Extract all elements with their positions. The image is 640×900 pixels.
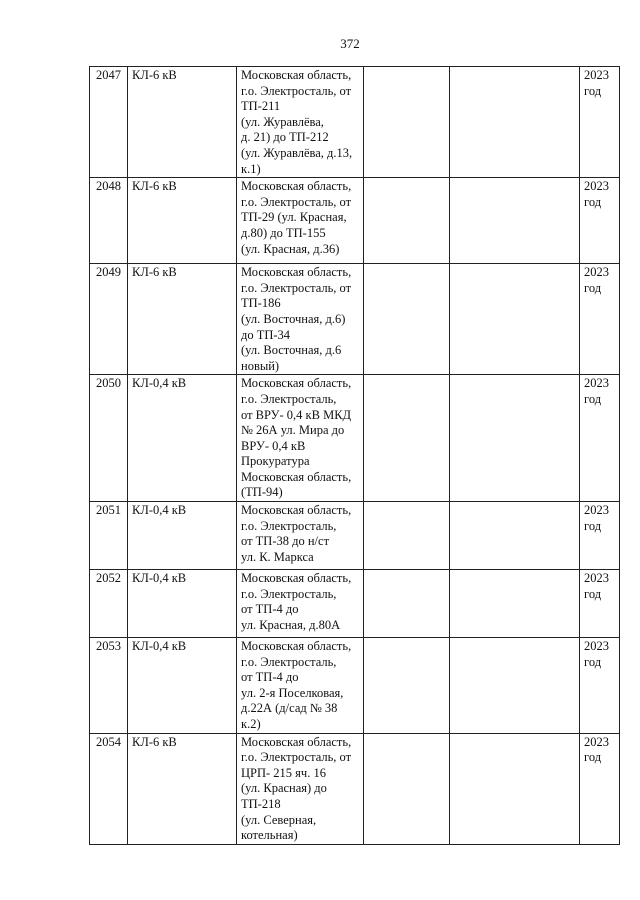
table-row — [90, 638, 620, 734]
table-row — [90, 67, 620, 178]
table-row — [90, 264, 620, 375]
row-number: 2050 — [90, 375, 128, 502]
row-number: 2049 — [90, 264, 128, 375]
empty-cell — [450, 178, 580, 264]
empty-cell — [364, 570, 450, 638]
empty-cell — [450, 502, 580, 570]
year-cell: 2023 год — [580, 67, 620, 178]
line-type: КЛ-6 кВ — [128, 733, 237, 844]
line-type: КЛ-0,4 кВ — [128, 502, 237, 570]
empty-cell — [450, 638, 580, 734]
line-location: Московская область, г.о. Электросталь, от ЦРП- 215 яч. 16 (ул. Красная) до ТП-218 (ул. Северная, котельная) — [237, 733, 364, 844]
empty-cell — [364, 733, 450, 844]
year-cell: 2023 год — [580, 638, 620, 734]
empty-cell — [450, 375, 580, 502]
row-number: 2052 — [90, 570, 128, 638]
year-cell: 2023 год — [580, 502, 620, 570]
empty-cell — [364, 264, 450, 375]
year-cell: 2023 год — [580, 733, 620, 844]
year-cell: 2023 год — [580, 178, 620, 264]
year-cell: 2023 год — [580, 375, 620, 502]
registry-table — [89, 66, 620, 845]
line-type: КЛ-6 кВ — [128, 264, 237, 375]
line-location: Московская область, г.о. Электросталь, от ТП-4 до ул. Красная, д.80А — [237, 570, 364, 638]
table-row — [90, 733, 620, 844]
year-cell: 2023 год — [580, 264, 620, 375]
line-location: Московская область, г.о. Электросталь, от ТП-38 до н/ст ул. К. Маркса — [237, 502, 364, 570]
empty-cell — [364, 502, 450, 570]
line-location: Московская область, г.о. Электросталь, от ТП-4 до ул. 2-я Поселковая, д.22А (д/сад № 38 к.2) — [237, 638, 364, 734]
line-type: КЛ-0,4 кВ — [128, 570, 237, 638]
line-type: КЛ-0,4 кВ — [128, 638, 237, 734]
year-cell: 2023 год — [580, 570, 620, 638]
table-row — [90, 502, 620, 570]
line-location: Московская область, г.о. Электросталь, от ТП-186 (ул. Восточная, д.6) до ТП-34 (ул. Восточная, д.6 новый) — [237, 264, 364, 375]
table-row — [90, 570, 620, 638]
line-location: Московская область, г.о. Электросталь, от ТП-29 (ул. Красная, д.80) до ТП-155 (ул. Красная, д.36) — [237, 178, 364, 264]
line-location: Московская область, г.о. Электросталь, от ВРУ- 0,4 кВ МКД № 26А ул. Мира до ВРУ- 0,4 кВ Прокуратура Московская область, (ТП-94) — [237, 375, 364, 502]
row-number: 2053 — [90, 638, 128, 734]
empty-cell — [364, 638, 450, 734]
table-row — [90, 178, 620, 264]
empty-cell — [450, 67, 580, 178]
line-location: Московская область, г.о. Электросталь, от ТП-211 (ул. Журавлёва, д. 21) до ТП-212 (ул. Журавлёва, д.13, к.1) — [237, 67, 364, 178]
empty-cell — [364, 375, 450, 502]
empty-cell — [364, 178, 450, 264]
table-row — [90, 375, 620, 502]
row-number: 2051 — [90, 502, 128, 570]
empty-cell — [450, 733, 580, 844]
line-type: КЛ-6 кВ — [128, 67, 237, 178]
page-number: 372 — [340, 36, 360, 51]
row-number: 2054 — [90, 733, 128, 844]
line-type: КЛ-6 кВ — [128, 178, 237, 264]
empty-cell — [450, 570, 580, 638]
row-number: 2047 — [90, 67, 128, 178]
empty-cell — [364, 67, 450, 178]
row-number: 2048 — [90, 178, 128, 264]
line-type: КЛ-0,4 кВ — [128, 375, 237, 502]
empty-cell — [450, 264, 580, 375]
